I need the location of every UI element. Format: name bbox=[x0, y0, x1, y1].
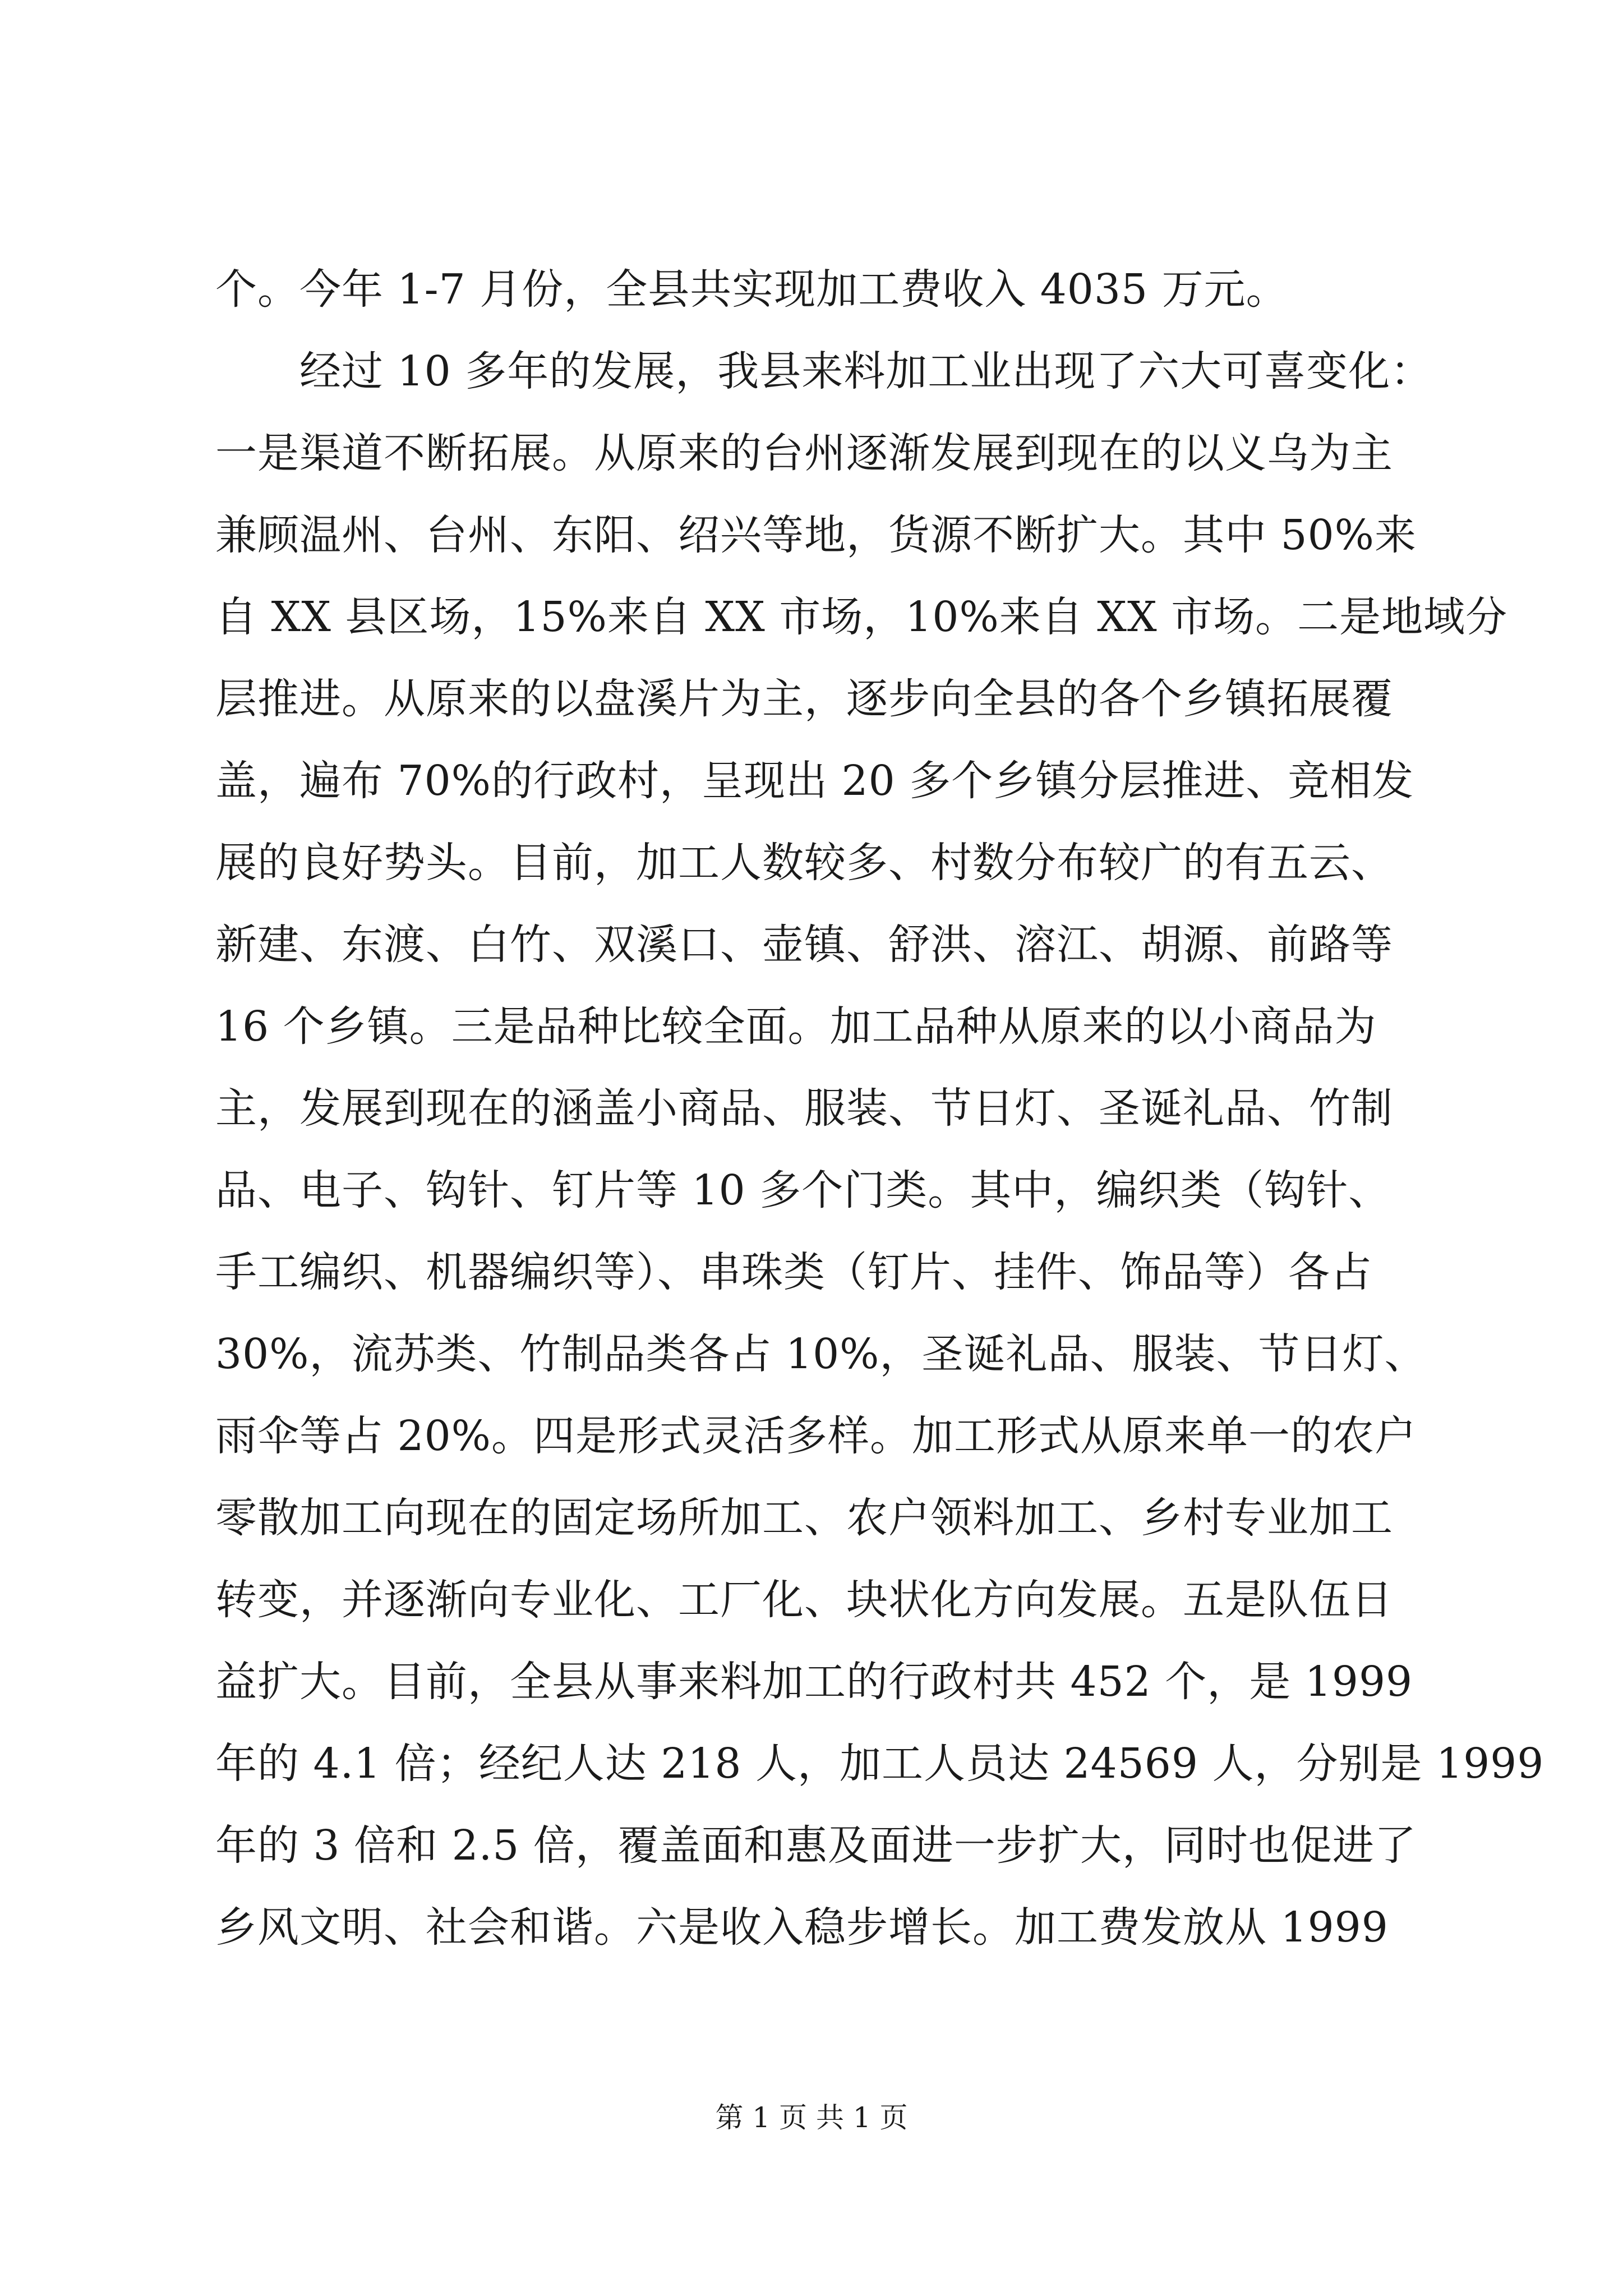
body-text-line: 手工编织、机器编织等）、串珠类（钉片、挂件、饰品等）各占 bbox=[215, 1248, 1372, 1296]
body-text-line: 经过 10 多年的发展，我县来料加工业出现了六大可喜变化： bbox=[215, 347, 1433, 395]
body-text-line: 主，发展到现在的涵盖小商品、服装、节日灯、圣诞礼品、竹制 bbox=[215, 1084, 1393, 1133]
body-text-line: 展的良好势头。目前，加工人数较多、村数分布较广的有五云、 bbox=[215, 839, 1393, 887]
body-text-line: 年的 3 倍和 2.5 倍，覆盖面和惠及面进一步扩大，同时也促进了 bbox=[215, 1821, 1417, 1870]
body-text-line: 兼顾温州、台州、东阳、绍兴等地，货源不断扩大。其中 50%来 bbox=[215, 511, 1417, 559]
body-text-line: 品、电子、钩针、钉片等 10 多个门类。其中，编织类（钩针、 bbox=[215, 1166, 1391, 1214]
body-text-line: 雨伞等占 20%。四是形式灵活多样。加工形式从原来单一的农户 bbox=[215, 1412, 1417, 1460]
body-text-line: 盖，遍布 70%的行政村，呈现出 20 多个乡镇分层推进、竞相发 bbox=[215, 757, 1414, 805]
body-text-line: 转变，并逐渐向专业化、工厂化、块状化方向发展。五是队伍日 bbox=[215, 1576, 1393, 1624]
body-text-line: 乡风文明、社会和谐。六是收入稳步增长。加工费发放从 1999 bbox=[215, 1903, 1389, 1952]
body-text-line: 零散加工向现在的固定场所加工、农户领料加工、乡村专业加工 bbox=[215, 1494, 1393, 1542]
body-text-line: 益扩大。目前，全县从事来料加工的行政村共 452 个，是 1999 bbox=[215, 1658, 1413, 1706]
body-text-line: 16 个乡镇。三是品种比较全面。加工品种从原来的以小商品为 bbox=[215, 1002, 1377, 1051]
body-text-line: 层推进。从原来的以盘溪片为主，逐步向全县的各个乡镇拓展覆 bbox=[215, 675, 1393, 723]
body-text-line: 自 XX 县区场，15%来自 XX 市场，10%来自 XX 市场。二是地域分 bbox=[215, 593, 1508, 641]
body-text-line: 一是渠道不断拓展。从原来的台州逐渐发展到现在的以义乌为主 bbox=[215, 429, 1393, 477]
body-text-line: 30%，流苏类、竹制品类各占 10%，圣诞礼品、服装、节日灯、 bbox=[215, 1330, 1427, 1378]
page-footer: 第 1 页 共 1 页 bbox=[715, 2101, 908, 2134]
body-text-line: 个。今年 1-7 月份，全县共实现加工费收入 4035 万元。 bbox=[215, 265, 1288, 314]
body-text-line: 年的 4.1 倍；经纪人达 218 人，加工人员达 24569 人，分别是 1999 bbox=[215, 1740, 1544, 1788]
body-text-line: 新建、东渡、白竹、双溪口、壶镇、舒洪、溶江、胡源、前路等 bbox=[215, 921, 1393, 969]
